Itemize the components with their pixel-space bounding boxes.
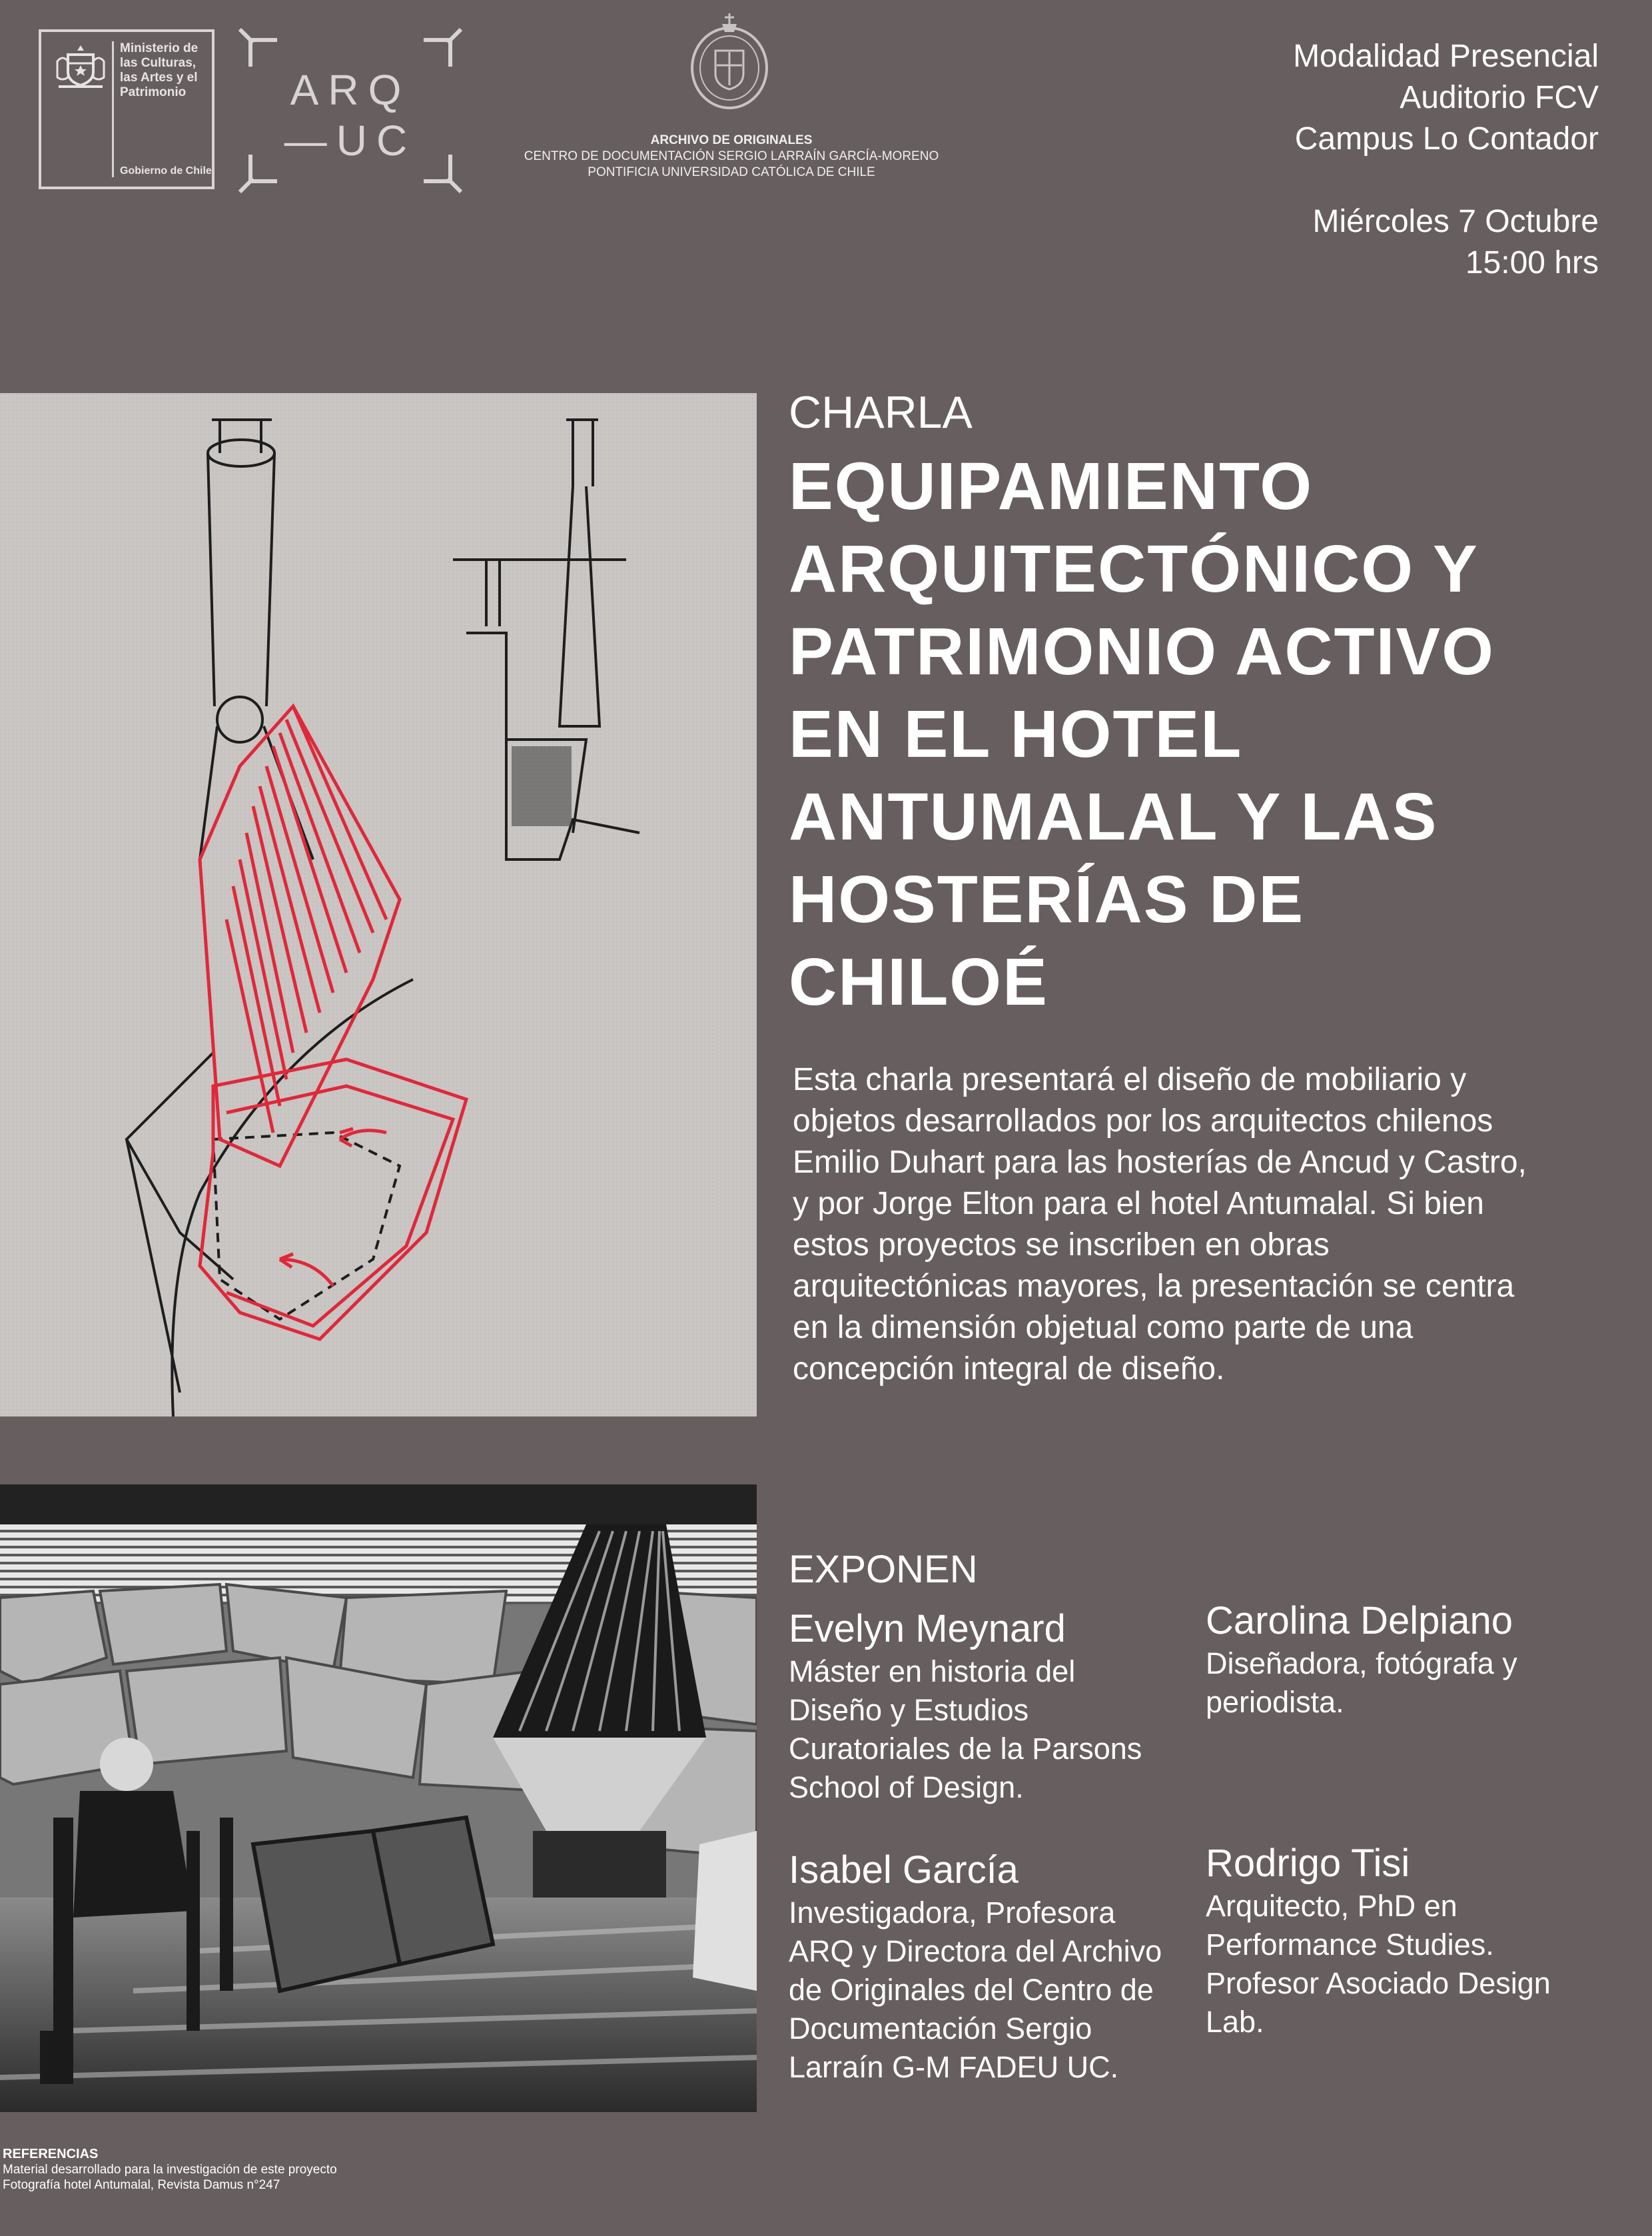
event-venue: Auditorio FCV xyxy=(1400,80,1599,115)
speaker-name: Evelyn Meynard xyxy=(789,1607,1066,1650)
references xyxy=(3,2147,337,2193)
fireplace-sketch-image xyxy=(0,393,757,1416)
talk-title-line: ANTUMALAL Y LAS xyxy=(789,780,1438,854)
talk-title-line: PATRIMONIO ACTIVO xyxy=(789,614,1495,689)
arq-uc-logo xyxy=(237,27,464,195)
event-date: Miércoles 7 Octubre xyxy=(1312,204,1599,239)
archivo-subtitle: CENTRO DE DOCUMENTACIÓN SERGIO LARRAÍN GARCÍA-MORENO xyxy=(524,149,939,163)
ministerio-logo xyxy=(39,29,214,189)
sketch-drawing xyxy=(0,393,757,1416)
talk-title-line: ARQUITECTÓNICO Y xyxy=(789,532,1479,606)
speaker-bio: Diseñadora, fotógrafa y periodista. xyxy=(1206,1646,1517,1719)
speakers-heading: EXPONEN xyxy=(789,1548,978,1591)
references-title: REFERENCIAS xyxy=(3,2147,99,2161)
ministerio-name: Ministerio de las Culturas, las Artes y el Patrimonio xyxy=(120,41,199,99)
talk-title-line: CHILOÉ xyxy=(789,945,1048,1019)
reference-line: Fotografía hotel Antumalal, Revista Damus n°247 xyxy=(3,2178,280,2192)
speaker-card xyxy=(789,1606,1202,1807)
talk-description: Esta charla presentará el diseño de mobiliario y objetos desarrollados por los arquitectos chilenos Emilio Duhart para las hosterías de Ancud y Castro, y por Jorge Elton para el hotel Antumalal. Si bien estos proyectos se inscriben en obras arquitectónicas mayores, la presentación se centra en la dimensión objetual como parte de una concepción integral de diseño. xyxy=(793,1062,1527,1387)
gobierno-label: Gobierno de Chile xyxy=(120,165,212,177)
logo-divider xyxy=(112,41,114,177)
talk-title-line: HOSTERÍAS DE xyxy=(789,862,1305,937)
event-modality: Modalidad Presencial xyxy=(1293,39,1599,74)
talk-title-line: EN EL HOTEL xyxy=(789,697,1243,772)
archivo-logo xyxy=(492,0,971,193)
speaker-card xyxy=(1206,1598,1619,1722)
event-info xyxy=(1293,36,1599,284)
speaker-bio: Arquitecto, PhD en Performance Studies. Profesor Asociado Design Lab. xyxy=(1206,1889,1551,2039)
speaker-name: Isabel García xyxy=(789,1848,1019,1892)
speaker-name: Rodrigo Tisi xyxy=(1206,1842,1410,1885)
hotel-antumalal-photo xyxy=(0,1484,757,2112)
arq-text: ARQ xyxy=(290,66,411,114)
speaker-name: Carolina Delpiano xyxy=(1206,1599,1513,1642)
uc-seal-icon xyxy=(689,4,770,111)
talk-title-line: EQUIPAMIENTO xyxy=(789,449,1314,524)
speaker-card xyxy=(1206,1840,1619,2041)
speaker-bio: Máster en historia del Diseño y Estudios Curatoriales de la Parsons School of Design. xyxy=(789,1654,1142,1804)
speaker-bio: Investigadora, Profesora ARQ y Directora del Archivo de Originales del Centro de Documentación Sergio Larraín G-M FADEU UC. xyxy=(789,1896,1162,2084)
talk-type-label: CHARLA xyxy=(789,387,973,438)
reference-line: Material desarrollado para la investigación de este proyecto xyxy=(3,2163,337,2177)
uc-text: —UC xyxy=(284,117,417,165)
archivo-title: ARCHIVO DE ORIGINALES xyxy=(650,133,813,147)
talk-title xyxy=(789,445,1628,1023)
photo-drawing xyxy=(0,1484,757,2112)
event-time: 15:00 hrs xyxy=(1465,245,1599,280)
event-campus: Campus Lo Contador xyxy=(1294,121,1599,157)
chile-coat-of-arms-icon xyxy=(51,41,111,95)
speaker-card xyxy=(789,1847,1202,2087)
archivo-university: PONTIFICIA UNIVERSIDAD CATÓLICA DE CHILE xyxy=(588,165,875,179)
